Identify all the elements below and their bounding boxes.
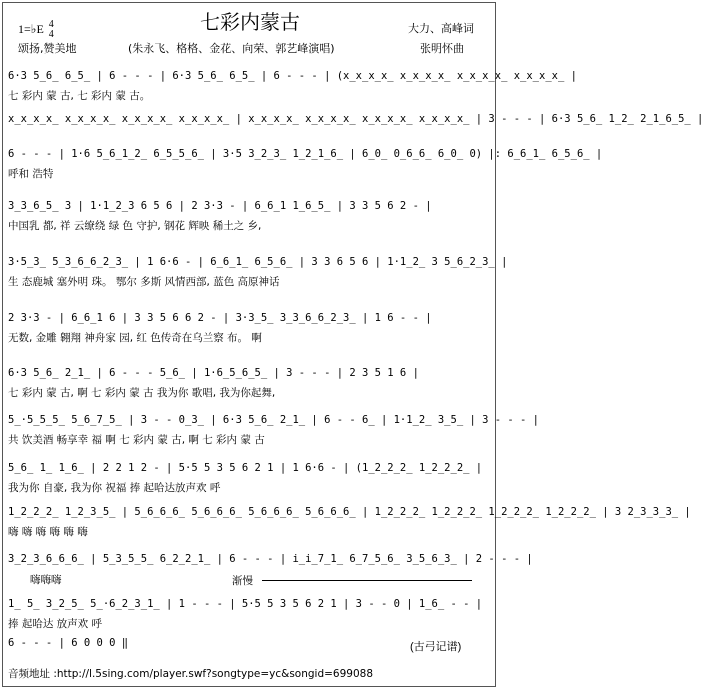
notation-line-6: 2 3·3 - | 6̲6̲1 6 | 3 3 5 6 6 2 - | 3·3̲5̲ 3̲3̲6̲6̲2̲3̲ | 1 6 - - | bbox=[8, 312, 432, 324]
ritard-marking: 渐慢 bbox=[232, 575, 253, 587]
notation-line-10: 1̲2̲2̲2̲ 1̲2̲3̲5̲ | 5̲6̲6̲6̲ 5̲6̲6̲6̲ 5̲6̲6̲6̲ 5̲6̲6̲6̲ | 1̲2̲2̲2̲ 1̲2̲2̲2̲ 1̲2̲2̲2̲ 1̲2̲2̲2̲ | 3 2̲3̲3̲3̲ | bbox=[8, 506, 691, 518]
time-signature bbox=[49, 20, 54, 40]
notation-line-13: 6 - - - | 6 0 0 0 ‖ bbox=[8, 637, 129, 649]
song-title: 七彩内蒙古 bbox=[200, 12, 300, 34]
notation-line-2: x̲x̲x̲x̲ x̲x̲x̲x̲ x̲x̲x̲x̲ x̲x̲x̲x̲ | x̲x̲x̲x̲ x̲x̲x̲x̲ x̲x̲x̲x̲ x̲x̲x̲x̲ | 3 - - - | 6·3 5̲6̲ 1̲2̲ 2̲1̲6̲5̲ | bbox=[8, 113, 703, 125]
notation-line-7: 6·3 5̲6̲ 2̲1̲ | 6 - - - 5̲6̲ | 1·6̲5̲6̲5̲ | 3 - - - | 2 3 5 1 6 | bbox=[8, 367, 419, 379]
style-marking: 颂扬,赞美地 bbox=[18, 42, 77, 55]
notation-line-4: 3̲3̲6̲5̲ 3 | 1·1̲2̲3 6 5 6 | 2 3·3 - | 6̲6̲1 1̲6̲5̲ | 3 3 5 6 2 - | bbox=[8, 200, 432, 212]
key-signature bbox=[18, 20, 54, 40]
lyric-line-9: 我为你 自豪, 我为你 祝福 捧 起哈达放声欢 呼 bbox=[8, 482, 221, 494]
notation-line-9: 5̲6̲ 1̲ 1̲6̲ | 2 2 1 2 - | 5·5 5 3 5 6 2 1 | 1 6·6 - | (1̲2̲2̲2̲ 1̲2̲2̲2̲ | bbox=[8, 462, 483, 474]
time-top: 4 bbox=[48, 19, 54, 30]
lyric-line-6: 无数, 金雕 翱翔 神舟家 园, 红 色传奇在乌兰察 布。 啊 bbox=[8, 332, 262, 344]
time-bottom: 4 bbox=[48, 29, 54, 40]
notation-line-1: 6·3 5̲6̲ 6̲5̲ | 6 - - - | 6·3 5̲6̲ 6̲5̲ | 6 - - - | (x̲x̲x̲x̲ x̲x̲x̲x̲ x̲x̲x̲x̲ x̲x̲x̲x̲ | bbox=[8, 70, 577, 82]
lyric-line-7: 七 彩内 蒙 古, 啊 七 彩内 蒙 古 我为你 歌唱, 我为你起舞, bbox=[8, 387, 276, 399]
lyricist: 大力、高峰词 bbox=[408, 22, 474, 35]
lyric-line-4: 中国乳 都, 祥 云缭绕 绿 色 守护, 钢花 辉映 稀土之 乡, bbox=[8, 220, 262, 232]
notation-line-5: 3·5̲3̲ 5̲3̲6̲6̲2̲3̲ | 1 6·6 - | 6̲6̲1̲ 6̲5̲6̲ | 3 3 6 5 6 | 1·1̲2̲ 3 5̲6̲2̲3̲ | bbox=[8, 256, 508, 268]
lyric-line-1: 七 彩内 蒙 古, 七 彩内 蒙 古。 bbox=[8, 90, 151, 102]
notation-line-3: 6 - - - | 1·6 5̲6̲1̲2̲ 6̲5̲5̲6̲ | 3·5 3̲2̲3̲ 1̲2̲1̲6̲ | 6̲0̲ 0̲6̲6̲ 6̲0̲ 0) |: 6̲6̲1̲ 6̲5̲6̲ | bbox=[8, 148, 603, 160]
lyric-line-11: 嗨嗨嗨 bbox=[30, 574, 62, 586]
lyric-line-3: 呼和 浩特 bbox=[8, 168, 54, 180]
performers: (朱永飞、格格、金花、向荣、郭艺峰演唱) bbox=[128, 42, 335, 55]
lyric-line-5: 生 态鹿城 塞外明 珠。 鄂尔 多斯 风情西部, 蓝色 高原神话 bbox=[8, 276, 280, 288]
notation-line-11: 3̲2̲3̲6̲6̲6̲ | 5̲3̲5̲5̲ 6̲2̲2̲1̲ | 6 - - - | i̲i̲7̲1̲ 6̲7̲5̲6̲ 3̲5̲6̲3̲ | 2 - - - | bbox=[8, 553, 533, 565]
ritard-extension-line bbox=[262, 580, 472, 582]
key-prefix: 1= bbox=[18, 21, 31, 36]
lyric-line-10: 嗨 嗨 嗨 嗨 嗨 嗨 bbox=[8, 526, 88, 538]
lyric-line-12: 捧 起哈达 放声欢 呼 bbox=[8, 618, 103, 630]
composer: 张明怀曲 bbox=[420, 42, 464, 55]
transcriber-credit: (古弓记谱) bbox=[410, 641, 462, 653]
key-note: ♭E bbox=[30, 21, 44, 36]
notation-line-12: 1̲ 5̲ 3̲2̲5̲ 5̲·6̲2̲3̲1̲ | 1 - - - | 5·5 5 3 5 6 2 1 | 3 - - 0 | 1̲6̲ - - | bbox=[8, 598, 483, 610]
notation-line-8: 5̲·5̲5̲5̲ 5̲6̲7̲5̲ | 3 - - 0̲3̲ | 6·3 5̲6̲ 2̲1̲ | 6 - - 6̲ | 1·1̲2̲ 3̲5̲ | 3 - - - | bbox=[8, 414, 540, 426]
audio-link[interactable]: 音频地址 :http://l.5sing.com/player.swf?songtype=yc&songid=699088 bbox=[8, 668, 374, 680]
lyric-line-8: 共 饮美酒 畅享幸 福 啊 七 彩内 蒙 古, 啊 七 彩内 蒙 古 bbox=[8, 434, 265, 446]
